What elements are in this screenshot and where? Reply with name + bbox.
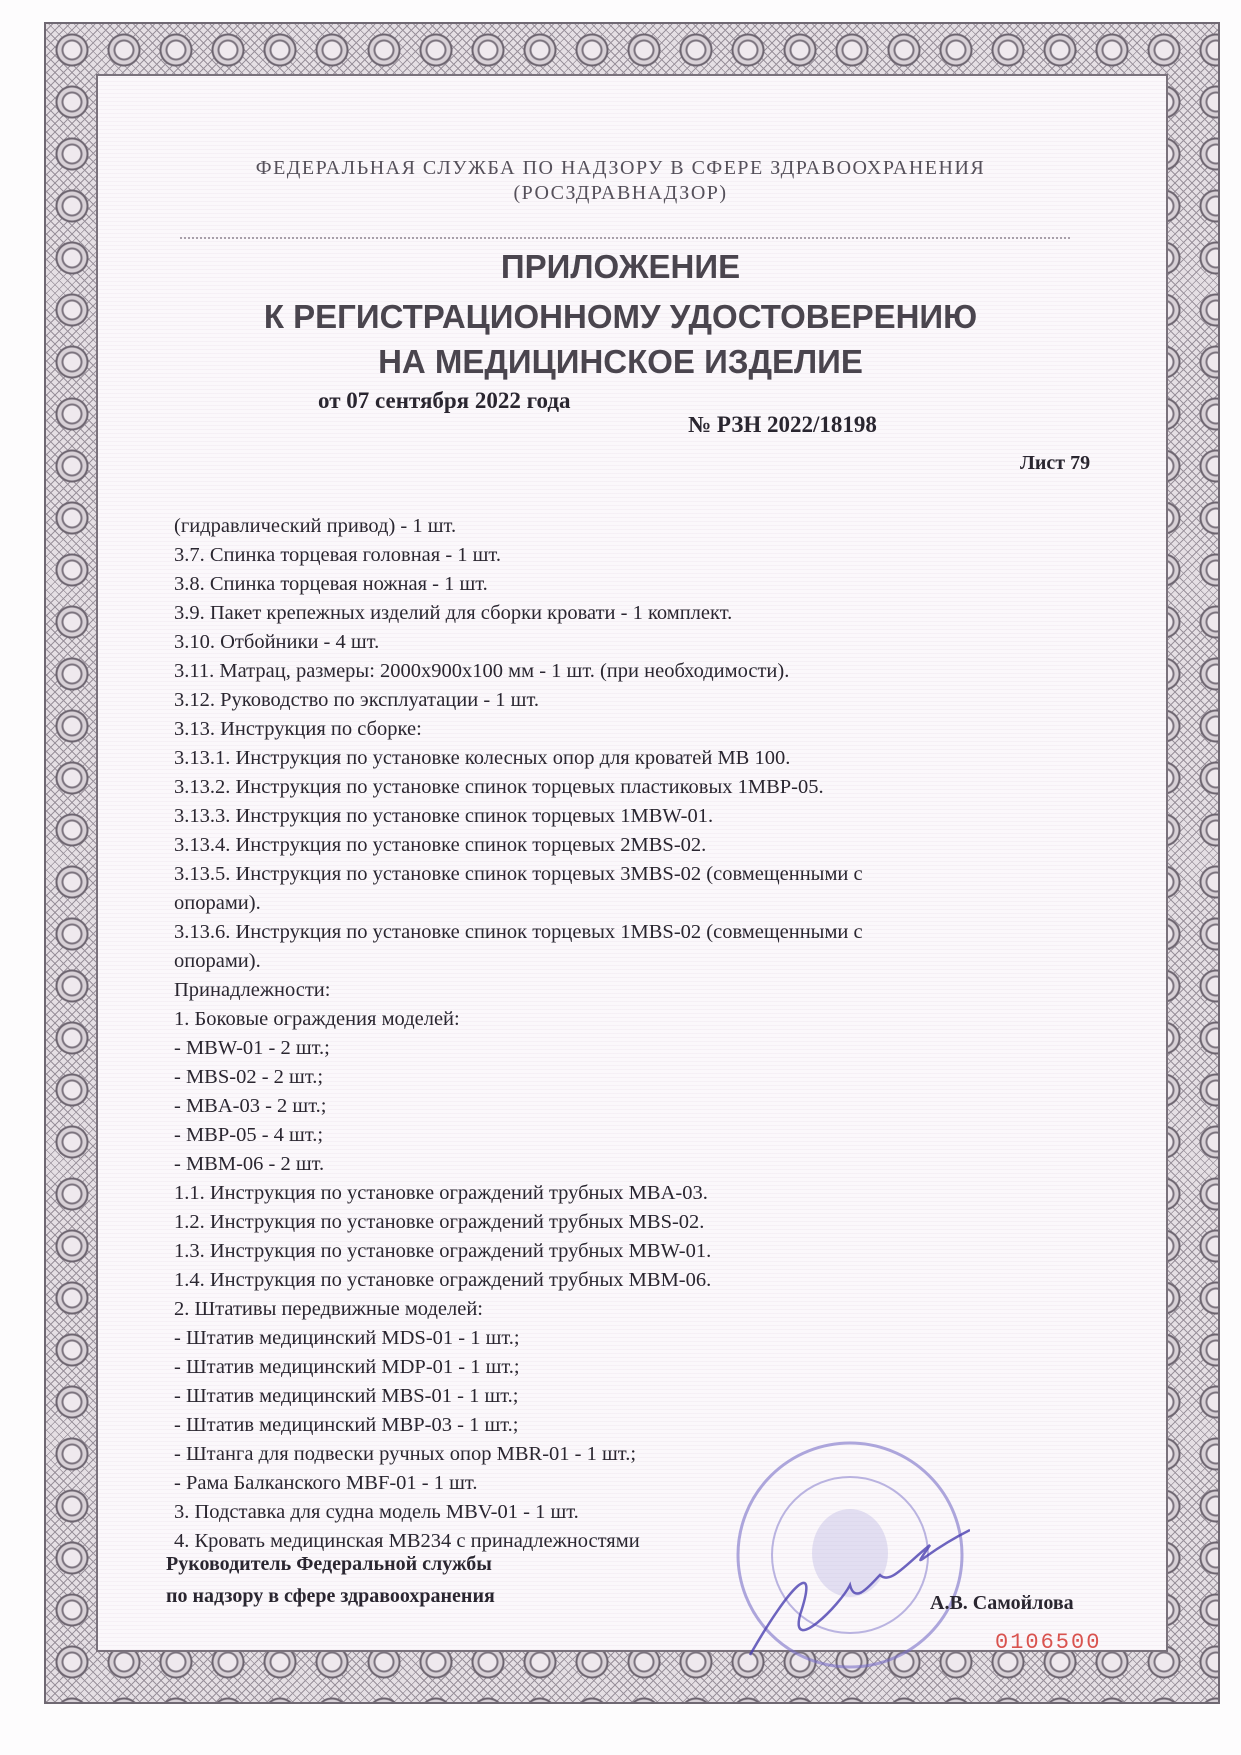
text-line: - Рама Балканского MBF-01 - 1 шт. [174,1472,478,1494]
text-line: 1. Боковые ограждения моделей: [174,1008,460,1030]
text-line: опорами). [174,892,261,914]
signatory-position-line-2: по надзору в сфере здравоохранения [166,1585,495,1607]
text-line: опорами). [174,950,261,972]
official-seal-stamp [730,1435,970,1675]
text-line: 1.1. Инструкция по установке ограждений трубных MBA-03. [174,1182,708,1204]
agency-header [0,156,1241,206]
issue-date: от 07 сентября 2022 года [318,388,571,413]
text-line: 1.4. Инструкция по установке ограждений трубных MBM-06. [174,1269,712,1291]
text-line: 3.13.4. Инструкция по установке спинок торцевых 2MBS-02. [174,834,707,856]
text-line: 1.2. Инструкция по установке ограждений трубных MBS-02. [174,1211,705,1233]
text-line: 3.10. Отбойники - 4 шт. [174,631,380,653]
text-line: - Штанга для подвески ручных опор MBR-01 - 1 шт.; [174,1443,637,1465]
text-line: - MBS-02 - 2 шт.; [174,1066,324,1088]
text-line: 3.9. Пакет крепежных изделий для сборки кровати - 1 комплект. [174,602,733,624]
text-line: Принадлежности: [174,979,331,1001]
text-line: - MBA-03 - 2 шт.; [174,1095,327,1117]
text-line: - MBP-05 - 4 шт.; [174,1124,324,1146]
text-line: 3.13.6. Инструкция по установке спинок торцевых 1MBS-02 (совмещенными с [174,921,863,943]
text-line: - Штатив медицинский MDS-01 - 1 шт.; [174,1327,520,1349]
sheet-number: Лист 79 [1020,452,1091,474]
text-line: - MBM-06 - 2 шт. [174,1153,325,1175]
text-line: 3.13.1. Инструкция по установке колесных опор для кроватей МВ 100. [174,747,791,769]
text-line: 3.13.3. Инструкция по установке спинок торцевых 1MBW-01. [174,805,714,827]
text-line: 3.13.5. Инструкция по установке спинок торцевых 3MBS-02 (совмещенными с [174,863,863,885]
text-line: 3.8. Спинка торцевая ножная - 1 шт. [174,573,488,595]
agency-name: ФЕДЕРАЛЬНАЯ СЛУЖБА ПО НАДЗОРУ В СФЕРЕ ЗДРАВООХРАНЕНИЯ [255,157,986,179]
text-line: - MBW-01 - 2 шт.; [174,1037,330,1059]
text-line: 3.13.2. Инструкция по установке спинок торцевых пластиковых 1MBP-05. [174,776,824,798]
agency-short-name: (РОСЗДРАВНАДЗОР) [513,182,728,204]
text-line: - Штатив медицинский MBS-01 - 1 шт.; [174,1385,519,1407]
signatory-name: А.В. Самойлова [930,1592,1074,1614]
document-text [174,512,863,1556]
serial-number: 0106500 [995,1630,1102,1655]
title-line-1: ПРИЛОЖЕНИЕ [500,248,741,285]
text-line: 3.12. Руководство по эксплуатации - 1 шт. [174,689,539,711]
signatory-position-line-1: Руководитель Федеральной службы [166,1553,492,1575]
signatory-position [166,1548,495,1612]
text-line: (гидравлический привод) - 1 шт. [174,515,457,537]
text-line: 4. Кровать медицинская МВ234 с принадлежностями [174,1530,640,1552]
text-line: - Штатив медицинский MDP-01 - 1 шт.; [174,1356,520,1378]
text-line: 1.3. Инструкция по установке ограждений трубных MBW-01. [174,1240,712,1262]
text-line: 3. Подставка для судна модель MBV-01 - 1 шт. [174,1501,579,1523]
text-line: 3.7. Спинка торцевая головная - 1 шт. [174,544,501,566]
text-line: 3.13. Инструкция по сборке: [174,718,422,740]
text-line: 2. Штативы передвижные моделей: [174,1298,483,1320]
text-line: - Штатив медицинский MBP-03 - 1 шт.; [174,1414,519,1436]
title-line-2: К РЕГИСТРАЦИОННОМУ УДОСТОВЕРЕНИЮ [263,298,978,335]
registration-number: № РЗН 2022/18198 [688,412,877,437]
header-divider [180,237,1070,239]
title-line-3: НА МЕДИЦИНСКОЕ ИЗДЕЛИЕ [378,343,863,380]
text-line: 3.11. Матрац, размеры: 2000х900х100 мм - 1 шт. (при необходимости). [174,660,790,682]
